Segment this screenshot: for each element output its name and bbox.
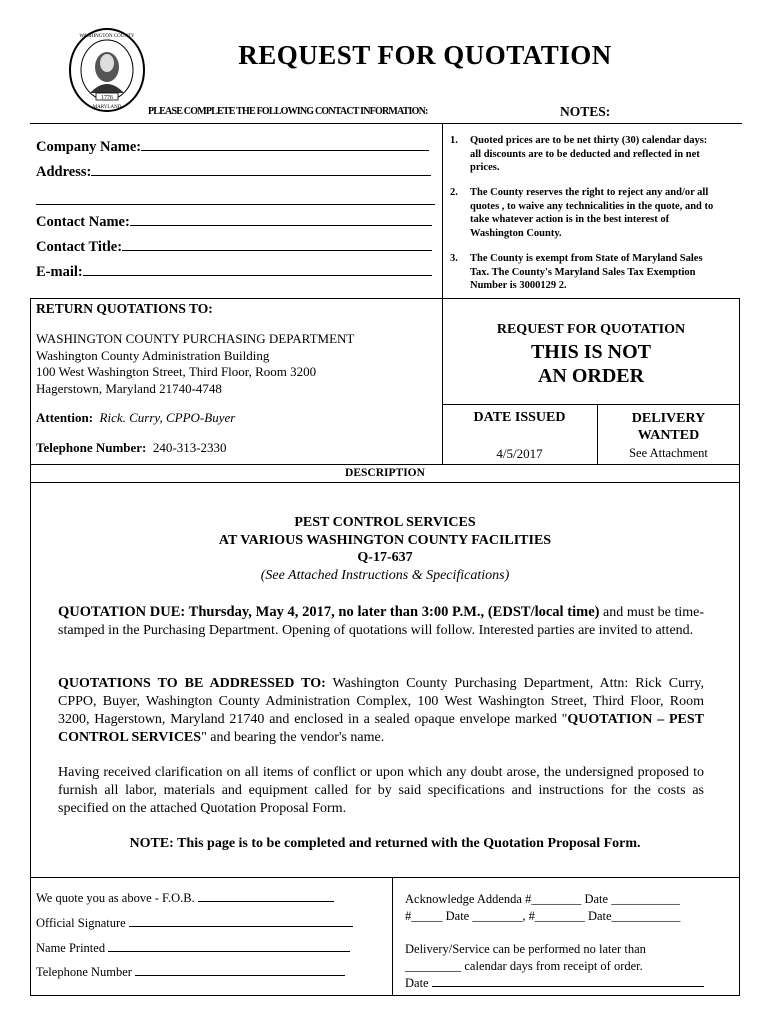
attention: Attention: Rick. Curry, CPPO-Buyer <box>36 410 236 425</box>
delivery-days-field[interactable]: Delivery/Service can be performed no later than _________ calendar days from receipt of order. Date <box>405 941 704 992</box>
service-title: PEST CONTROL SERVICES <box>294 515 476 530</box>
return-address <box>36 331 354 397</box>
contact-title-field[interactable]: Contact Title: <box>36 239 432 256</box>
address-line-2[interactable] <box>36 204 435 205</box>
attached-note: (See Attached Instructions & Specifications) <box>260 568 510 583</box>
svg-text:WASHINGTON COUNTY: WASHINGTON COUNTY <box>79 34 135 39</box>
description-top-rule <box>30 464 740 465</box>
date-issued-value: 4/5/2017 <box>496 446 543 461</box>
notes-heading: NOTES: <box>560 104 611 119</box>
description-title <box>30 514 740 567</box>
page-title: REQUEST FOR QUOTATION <box>238 40 612 70</box>
service-location: AT VARIOUS WASHINGTON COUNTY FACILITIES <box>218 532 552 548</box>
return-heading: RETURN QUOTATIONS TO: <box>36 301 213 316</box>
date-issued-label: DATE ISSUED <box>473 410 566 425</box>
building: Washington County Administration Building <box>36 347 270 363</box>
footer-top-rule <box>30 877 740 878</box>
description-label: DESCRIPTION <box>345 467 425 479</box>
county-seal <box>68 27 146 113</box>
rfq-rule <box>442 404 740 405</box>
contact-name-field[interactable]: Contact Name: <box>36 214 432 231</box>
footer-divider <box>392 877 393 996</box>
header-divider <box>442 123 443 298</box>
fob-field[interactable]: We quote you as above - F.O.B. <box>36 891 334 906</box>
company-name-field[interactable]: Company Name: <box>36 139 429 156</box>
description-bottom-rule <box>30 482 740 483</box>
delivery-label: DELIVERY WANTED <box>631 411 706 443</box>
clarification-text: Having received clarification on all items of conflict or upon which any doubt arose, the undersigned proposed to furnish all labor, materials and equipment called for by said specifications and instructions for the costs as specified on the attached Quotation Proposal Form. <box>58 765 704 816</box>
svg-text:1776: 1776 <box>101 95 113 101</box>
street: 100 West Washington Street, Third Floor, Room 3200 <box>36 364 317 379</box>
delivery-value: See Attachment <box>629 446 708 460</box>
not-order-line1: THIS IS NOT <box>530 341 652 363</box>
svg-text:MARYLAND: MARYLAND <box>92 105 122 110</box>
return-note: NOTE: This page is to be completed and returned with the Quotation Proposal Form. <box>129 836 641 851</box>
address-field[interactable]: Address: <box>36 164 431 181</box>
rfq-label: REQUEST FOR QUOTATION <box>496 322 686 337</box>
signature-field[interactable]: Official Signature <box>36 916 353 931</box>
email-field[interactable]: E-mail: <box>36 264 432 281</box>
note-1: 1. Quoted prices are to be net thirty (30) calendar days: all discounts are to be deducted and reflected in net prices. <box>450 135 708 173</box>
department: WASHINGTON COUNTY PURCHASING DEPARTMENT <box>36 331 355 346</box>
quotation-due: QUOTATION DUE: Thursday, May 4, 2017, no later than 3:00 P.M., (EDST/local time) and must be time-stamped in the Purchasing Department. Opening of quotations will follow. Interested parties are invited to attend. <box>58 604 704 638</box>
note-2: 2. The County reserves the right to reject any and/or all quotes , to waive any technicalities in the quote, and to take whatever action is in the best interest of Washington County. <box>450 187 714 239</box>
telephone: Telephone Number: 240-313-2330 <box>36 440 227 455</box>
name-printed-field[interactable]: Name Printed <box>36 941 350 956</box>
not-order-line2: AN ORDER <box>537 365 645 387</box>
contact-subheading: PLEASE COMPLETE THE FOLLOWING CONTACT INFORMATION: <box>148 106 428 117</box>
note-3: 3. The County is exempt from State of Maryland Sales Tax. The County's Maryland Sales Tax Exemption Number is 3000129 2. <box>450 253 703 291</box>
header-rule <box>30 123 742 124</box>
city: Hagerstown, Maryland 21740-4748 <box>36 380 222 396</box>
telephone-field[interactable]: Telephone Number <box>36 965 345 980</box>
quotations-addressed: QUOTATIONS TO BE ADDRESSED TO: Washington County Purchasing Department, Attn: Rick Curry, CPPO, Buyer, Washington County Administration Complex, 100 West Washington Street, Third Floor, Room 3200, Hagerstown, Maryland 21740 and enclosed in a sealed opaque envelope marked "QUOTATION – PEST CONTROL SERVICES" and bearing the vendor's name. <box>58 676 704 745</box>
quote-number: Q-17-637 <box>357 550 413 565</box>
addenda-field[interactable]: Acknowledge Addenda #________ Date ___________ #_____ Date ________, #________ Date___________ <box>405 892 681 923</box>
